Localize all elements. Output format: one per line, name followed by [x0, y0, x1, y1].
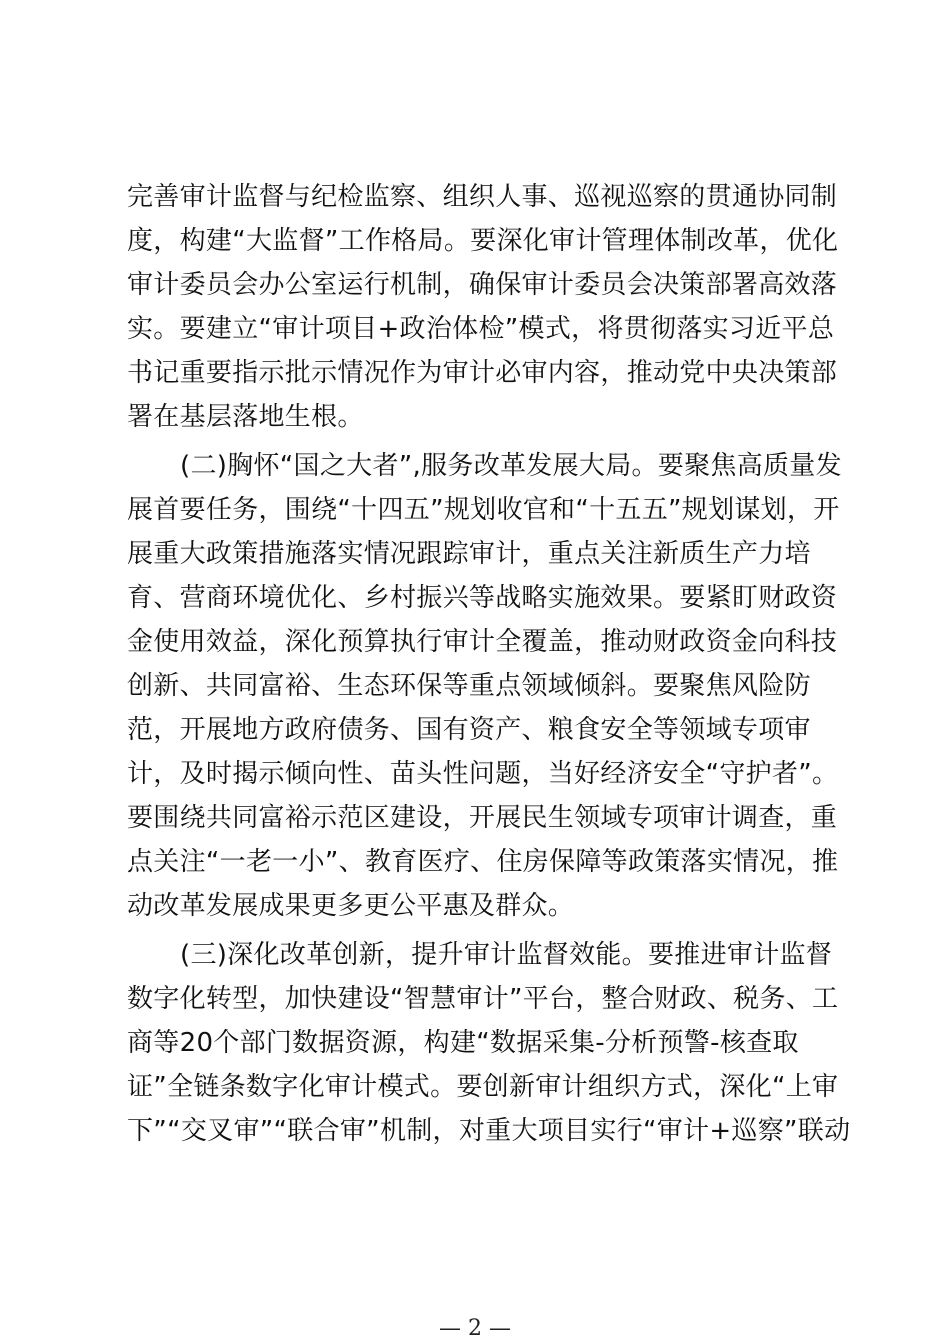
body-line-22: 下”“交叉审”“联合审”机制，对重大项目实行“审计+巡察”联动: [127, 1116, 851, 1146]
body-line-20: 商等20个部门数据资源，构建“数据采集-分析预警-核查取: [127, 1028, 799, 1058]
body-line-13: 范，开展地方政府债务、国有资产、粮食安全等领域专项审: [127, 715, 811, 745]
body-line-4: 实。要建立“审计项目+政治体检”模式，将贯彻落实习近平总: [127, 314, 835, 344]
body-line-12: 创新、共同富裕、生态环保等重点领域倾斜。要聚焦风险防: [127, 671, 811, 701]
body-line-5: 书记重要指示批示情况作为审计必审内容，推动党中央决策部: [127, 358, 838, 388]
body-line-21: 证”全链条数字化审计模式。要创新审计组织方式，深化“上审: [127, 1072, 839, 1102]
body-line-16: 点关注“一老一小”、教育医疗、住房保障等政策落实情况，推: [127, 847, 839, 877]
body-line-10: 育、营商环境优化、乡村振兴等战略实施效果。要紧盯财政资: [127, 583, 838, 613]
body-line-15: 要围绕共同富裕示范区建设，开展民生领域专项审计调查，重: [127, 803, 838, 833]
body-line-11: 金使用效益，深化预算执行审计全覆盖，推动财政资金向科技: [127, 627, 838, 657]
body-line-2: 度，构建“大监督”工作格局。要深化审计管理体制改革，优化: [127, 226, 839, 256]
body-line-9: 展重大政策措施落实情况跟踪审计，重点关注新质生产力培: [127, 539, 811, 569]
body-line-17: 动改革发展成果更多更公平惠及群众。: [127, 891, 575, 921]
section-heading-3: (三)深化改革创新，提升审计监督效能。要推进审计监督: [180, 940, 833, 970]
section-heading-2: (二)胸怀“国之大者”,服务改革发展大局。要聚焦高质量发: [180, 451, 842, 481]
body-line-8: 展首要任务，围绕“十四五”规划收官和“十五五”规划谋划，开: [127, 495, 840, 525]
body-line-1: 完善审计监督与纪检监察、组织人事、巡视巡察的贯通协同制: [127, 182, 838, 212]
body-line-3: 审计委员会办公室运行机制，确保审计委员会决策部署高效落: [127, 270, 838, 300]
page-number: — 2 —: [439, 1316, 511, 1341]
body-line-6: 署在基层落地生根。: [127, 402, 364, 432]
body-line-14: 计，及时揭示倾向性、苗头性问题，当好经济安全“守护者”。: [127, 759, 839, 789]
body-line-19: 数字化转型，加快建设“智慧审计”平台，整合财政、税务、工: [127, 984, 839, 1014]
